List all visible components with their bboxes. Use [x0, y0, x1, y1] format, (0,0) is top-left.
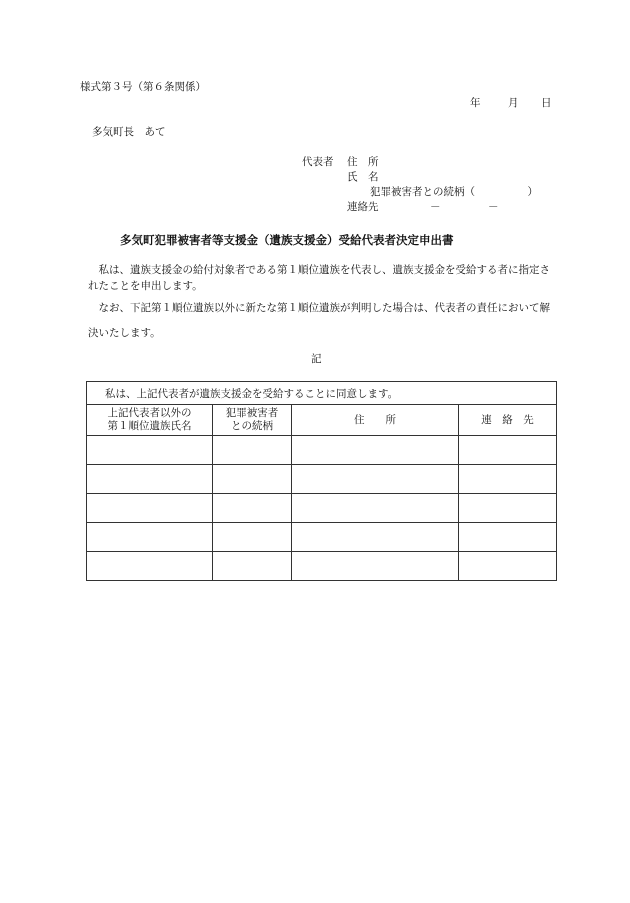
- applicant-contact-label: 連絡先: [347, 201, 379, 213]
- paragraph-responsibility: なお、下記第１順位遺族以外に新たな第１順位遺族が判明した場合は、代表者の責任において解決いたします。: [88, 302, 550, 339]
- header-line: 犯罪被害者: [225, 407, 279, 419]
- address-cell: [292, 436, 459, 465]
- name-cell: [87, 552, 213, 581]
- name-cell: [87, 436, 213, 465]
- relation-cell: [213, 436, 292, 465]
- address-cell: [292, 494, 459, 523]
- date-month: 月: [508, 97, 519, 109]
- consent-table: [86, 381, 557, 581]
- addressee: 多気町長 あて: [92, 126, 166, 138]
- address-cell: [292, 552, 459, 581]
- name-cell: [87, 523, 213, 552]
- contact-dash: －: [430, 201, 441, 213]
- relation-cell: [213, 465, 292, 494]
- address-cell: [292, 523, 459, 552]
- applicant-address-label: 住 所: [347, 156, 379, 168]
- contact-dash: －: [488, 201, 499, 213]
- table-row: [87, 494, 557, 523]
- contact-cell: [459, 465, 557, 494]
- applicant-name-label: 氏 名: [347, 171, 379, 183]
- header-relation: [213, 405, 292, 436]
- name-cell: [87, 465, 213, 494]
- name-cell: [87, 494, 213, 523]
- table-row: [87, 436, 557, 465]
- table-row: [87, 552, 557, 581]
- date-day: 日: [541, 97, 552, 109]
- form-number: 様式第３号（第６条関係）: [80, 81, 206, 93]
- address-cell: [292, 465, 459, 494]
- agreement-statement: 私は、上記代表者が遺族支援金を受給することに同意します。: [87, 382, 557, 405]
- header-address: 住 所: [292, 405, 459, 436]
- applicant-relation-label: 犯罪被害者との続柄（ ）: [370, 186, 538, 198]
- header-contact: 連 絡 先: [459, 405, 557, 436]
- header-line: との続柄: [231, 420, 273, 432]
- contact-cell: [459, 436, 557, 465]
- relation-cell: [213, 494, 292, 523]
- contact-cell: [459, 494, 557, 523]
- relation-cell: [213, 552, 292, 581]
- contact-cell: [459, 523, 557, 552]
- paragraph-designation: 私は、遺族支援金の給付対象者である第１順位遺族を代表し、遺族支援金を受給する者に指定されたことを申出します。: [88, 264, 550, 292]
- applicant-label: 代表者: [302, 156, 334, 168]
- document-title: 多気町犯罪被害者等支援金（遺族支援金）受給代表者決定申出書: [120, 233, 454, 247]
- contact-cell: [459, 552, 557, 581]
- table-row: [87, 465, 557, 494]
- header-other-heirs: [87, 405, 213, 436]
- header-line: 上記代表者以外の: [107, 407, 192, 419]
- date-year: 年: [470, 97, 481, 109]
- relation-cell: [213, 523, 292, 552]
- header-line: 第１順位遺族氏名: [107, 420, 192, 432]
- table-row: [87, 523, 557, 552]
- ki-heading: 記: [311, 353, 322, 365]
